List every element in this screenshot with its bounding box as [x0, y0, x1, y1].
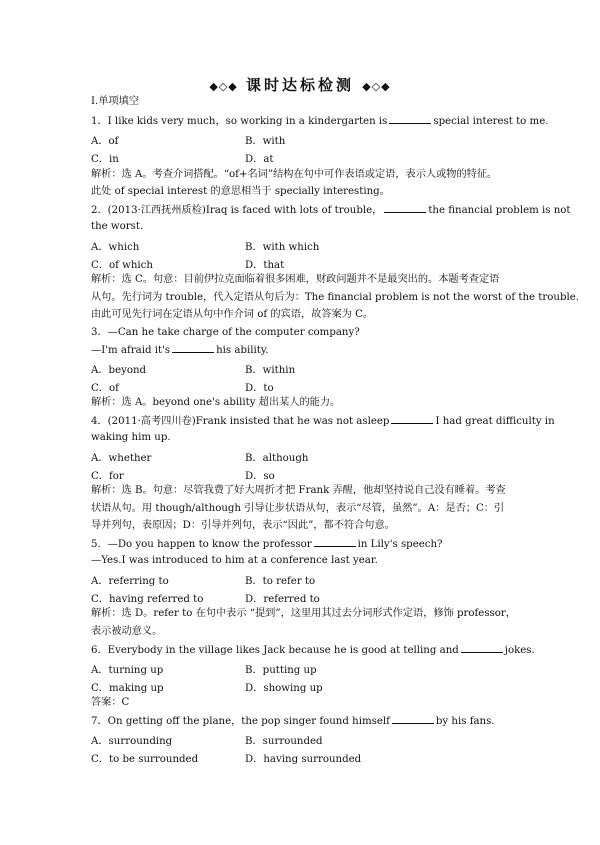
q5-option-d: D．referred to [245, 594, 320, 605]
question-5-reply: —Yes.I was introduced to him at a conference last year. [91, 555, 378, 566]
q4-option-d: D．so [245, 471, 275, 482]
q1-explanation-line1: 解析：选 A。考查介词搭配。“of+名词”结构在句中可作表语或定语，表示人或物的特征。 [91, 169, 498, 180]
q2-explanation-line3: 由此可见先行词在定语从句中作介词 of 的宾语，故答案为 C。 [91, 309, 374, 320]
q2-option-a: A．which [91, 242, 140, 253]
question-4: 4．(2011·高考四川卷)Frank insisted that he was not asleep I had great difficulty in [91, 416, 555, 427]
q6-option-a: A．turning up [91, 665, 164, 676]
q3-option-d: D．to [245, 383, 274, 394]
q6-option-b: B．putting up [245, 665, 317, 676]
q1-option-d: D．at [245, 154, 274, 165]
q7-option-c: C．to be surrounded [91, 754, 199, 765]
answer-blank [389, 114, 431, 124]
q4-explanation-line1: 解析：选 B。句意：尽管我费了好大周折才把 Frank 弄醒，他却坚持说自己没有睡着。考查 [91, 485, 506, 496]
title-text: 课时达标检测 [245, 76, 354, 94]
q7-option-b: B．surrounded [245, 736, 323, 747]
q1-explanation-line2: 此处 of special interest 的意思相当于 specially interesting。 [91, 186, 390, 197]
answer-blank [391, 414, 433, 424]
title-ornament-left: ◆◇◆ [209, 80, 238, 93]
question-6: 6．Everybody in the village likes Jack because he is good at telling and jokes. [91, 645, 535, 656]
q6-answer: 答案：C [91, 697, 130, 708]
q5-option-a: A．referring to [91, 576, 169, 587]
answer-blank [392, 714, 434, 724]
q3-option-a: A．beyond [91, 365, 147, 376]
q2-option-c: C．of which [91, 260, 153, 271]
q1-option-a: A．of [91, 136, 119, 147]
q7-option-a: A．surrounding [91, 736, 173, 747]
title-ornament-right: ◆◇◆ [362, 80, 391, 93]
question-3: 3．—Can he take charge of the computer company? [91, 327, 360, 338]
q4-explanation-line2: 状语从句。用 though/although 引导让步状语从句，表示“尽管，虽然”。A：是否；C：引 [91, 503, 505, 514]
q3-option-b: B．within [245, 365, 296, 376]
q2-option-d: D．that [245, 260, 285, 271]
q4-option-a: A．whether [91, 453, 152, 464]
q3-option-c: C．of [91, 383, 119, 394]
q5-explanation-line1: 解析：选 D。refer to 在句中表示 “提到”，这里用其过去分词形式作定语，修饰 professor， [91, 608, 516, 619]
answer-blank [461, 643, 503, 653]
q2-explanation-line2: 从句。先行词为 trouble，代入定语从句后为：The financial problem is not the worst of the trouble. [91, 292, 579, 303]
q1-option-c: C．in [91, 154, 119, 165]
answer-blank [172, 343, 214, 353]
q1-option-b: B．with [245, 136, 286, 147]
question-7: 7．On getting off the plane，the pop singer found himself by his fans. [91, 716, 495, 727]
q4-option-c: C．for [91, 471, 124, 482]
q4-option-b: B．although [245, 453, 309, 464]
question-4-cont: waking him up. [91, 432, 171, 443]
answer-blank [314, 537, 356, 547]
question-5: 5．—Do you happen to know the professor in Lily's speech? [91, 539, 443, 550]
q5-option-b: B．to refer to [245, 576, 316, 587]
q2-explanation-line1: 解析：选 C。句意：目前伊拉克面临着很多困难，财政问题并不是最突出的。本题考查定语 [91, 274, 500, 285]
q3-explanation-line1: 解析：选 A。beyond one's ability 超出某人的能力。 [91, 397, 341, 408]
question-2-cont: the worst. [91, 221, 144, 232]
q5-option-c: C．having referred to [91, 594, 204, 605]
q2-option-b: B．with which [245, 242, 320, 253]
q4-explanation-line3: 导并列句，表原因；D：引导并列句，表示“因此”，都不符合句意。 [91, 520, 395, 531]
page-title [0, 74, 600, 95]
q7-option-d: D．having surrounded [245, 754, 362, 765]
q6-option-d: D．showing up [245, 683, 323, 694]
question-3-reply: —I'm afraid it's his ability. [91, 345, 269, 356]
q6-option-c: C．making up [91, 683, 164, 694]
section-heading: Ⅰ.单项填空 [91, 96, 140, 107]
answer-blank [384, 203, 426, 213]
question-2: 2．(2013·江西抚州质检)Iraq is faced with lots of trouble， the financial problem is not [91, 205, 571, 216]
question-1: 1．I like kids very much，so working in a kindergarten is special interest to me. [91, 116, 549, 127]
q5-explanation-line2: 表示被动意义。 [91, 626, 163, 637]
